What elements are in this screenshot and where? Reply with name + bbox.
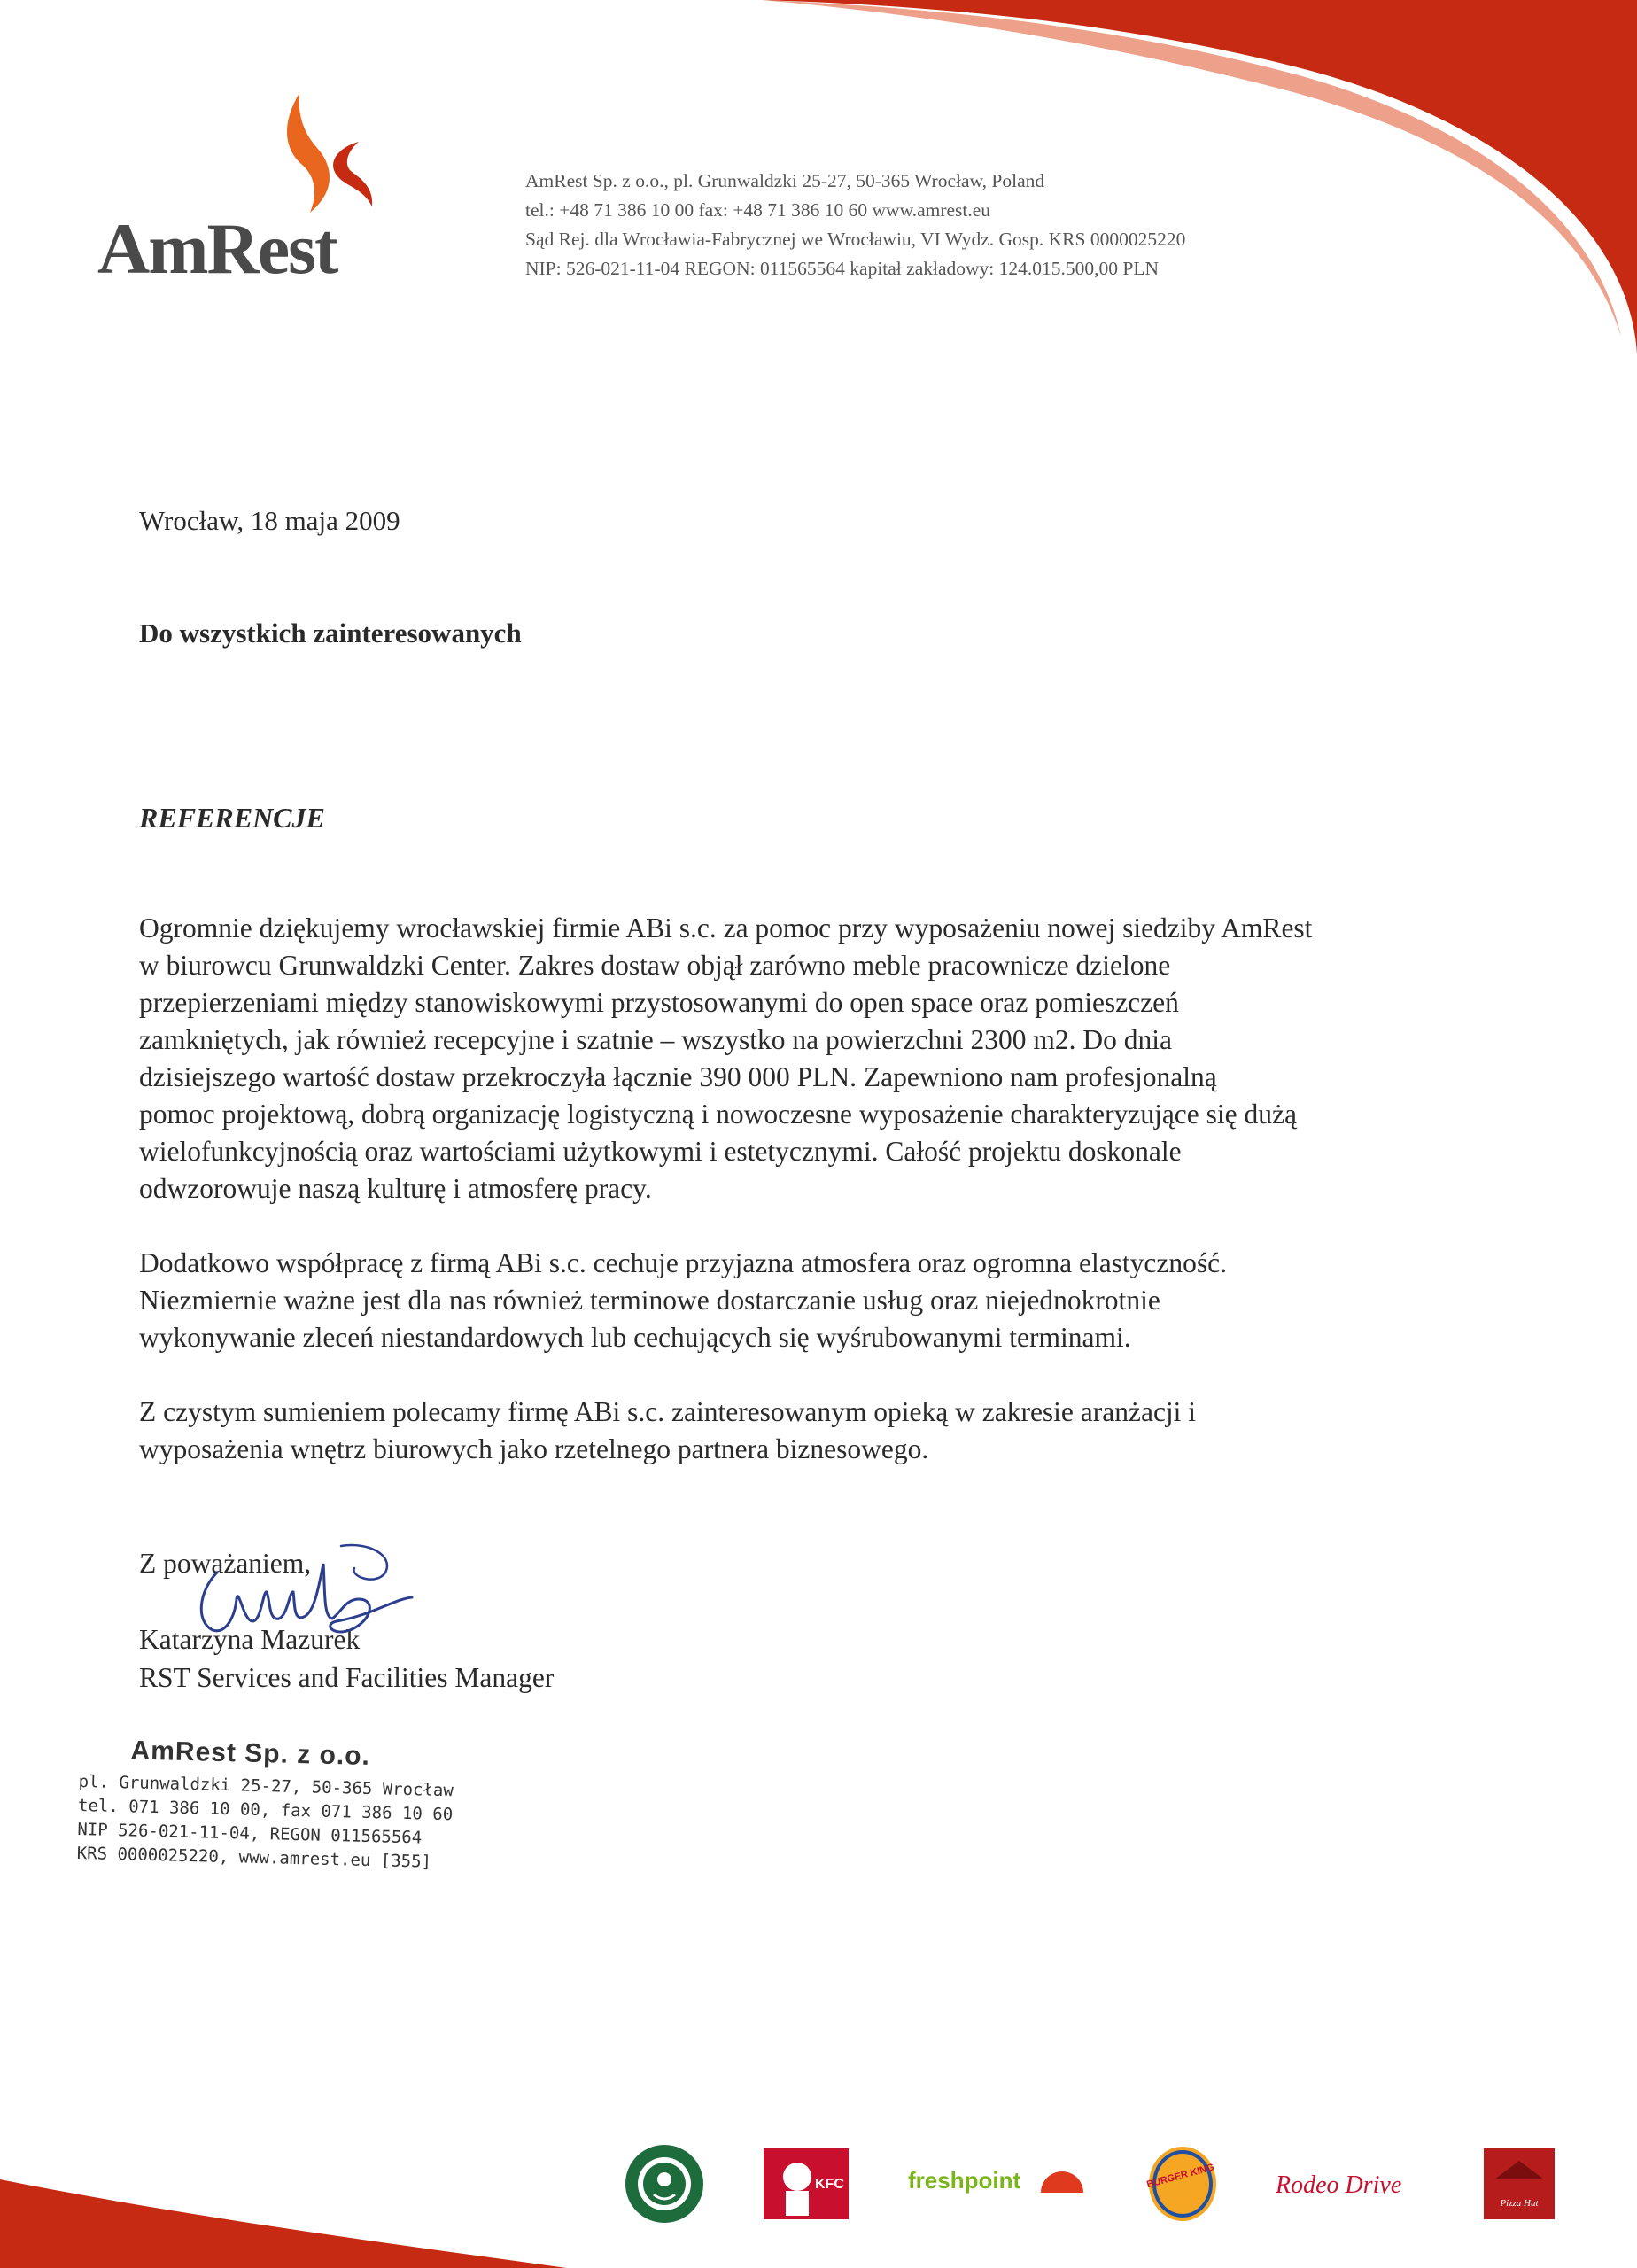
freshpoint-logo	[908, 2140, 1085, 2228]
text-line: zamkniętych, jak również recepcyjne i szatnie – wszystko na powierzchni 2300 m2. Do dnia	[139, 1024, 1172, 1055]
text-line: wielofunkcyjnością oraz wartościami użytkowymi i estetycznymi. Całość projektu doskonale	[139, 1136, 1182, 1167]
kfc-label: KFC	[815, 2177, 844, 2192]
header-info-line: tel.: +48 71 386 10 00 fax: +48 71 386 10 60 www.amrest.eu	[525, 199, 991, 221]
stamp-line: tel. 071 386 10 00, fax 071 386 10 60	[77, 1795, 454, 1825]
text-line: odwzorowuje naszą kulturę i atmosferę pracy.	[139, 1173, 652, 1204]
text-line: Dodatkowo współpracę z firmą ABi s.c. cechuje przyjazna atmosfera oraz ogromna elastyczność.	[139, 1247, 1228, 1278]
amrest-logo	[97, 93, 407, 288]
paragraph-2	[139, 1245, 1503, 1356]
text-line: Niezmiernie ważne jest dla nas również terminowe dostarczanie usług oraz niejednokrotnie	[139, 1285, 1160, 1316]
flame-icon	[275, 93, 381, 217]
text-line: Z czystym sumieniem polecamy firmę ABi s.c. zainteresowanym opieką w zakresie aranżacji i	[139, 1396, 1197, 1427]
text-line: Ogromnie dziękujemy wrocławskiej firmie ABi s.c. za pomoc przy wyposażeniu nowej siedziby AmRest	[139, 913, 1313, 944]
rodeo-drive-label: Rodeo Drive	[1276, 2171, 1402, 2199]
header-info-line: NIP: 526-021-11-04 REGON: 011565564 kapitał zakładowy: 124.015.500,00 PLN	[525, 258, 1160, 279]
kfc-logo	[762, 2140, 850, 2228]
stamp-title: AmRest Sp. z o.o.	[130, 1736, 371, 1772]
stamp-line: NIP 526-021-11-04, REGON 011565564	[77, 1819, 423, 1848]
header-info-line: AmRest Sp. z o.o., pl. Grunwaldzki 25-27, 50-365 Wrocław, Poland	[525, 170, 1045, 191]
stamp-line: KRS 0000025220, www.amrest.eu [355]	[76, 1843, 432, 1872]
text-line: wykonywanie zleceń niestandardowych lub cechujących się wyśrubowanymi terminami.	[139, 1322, 1131, 1353]
closing-salutation: Z poważaniem,	[139, 1548, 312, 1579]
header-info-line: Sąd Rej. dla Wrocławia-Fabrycznej we Wrocławiu, VI Wydz. Gosp. KRS 0000025220	[525, 229, 1186, 250]
pizza-hut-logo	[1475, 2140, 1563, 2228]
burger-king-logo	[1138, 2140, 1227, 2228]
freshpoint-label: freshpoint	[908, 2167, 1021, 2194]
text-line: pomoc projektową, dobrą organizację logistyczną i nowoczesne wyposażenie charakteryzujące się dużą	[139, 1099, 1297, 1130]
paragraph-1	[139, 910, 1503, 1208]
paragraph-3	[139, 1394, 1503, 1468]
stamp-line: pl. Grunwaldzki 25-27, 50-365 Wrocław	[78, 1771, 454, 1801]
logo-wordmark: AmRest	[97, 208, 337, 289]
signer-name: Katarzyna Mazurek	[139, 1624, 361, 1655]
letter-date: Wrocław, 18 maja 2009	[139, 505, 400, 536]
handwritten-signature	[182, 1537, 430, 1670]
text-line: dzisiejszego wartość dostaw przekroczyła łącznie 390 000 PLN. Zapewniono nam profesjonalną	[139, 1061, 1217, 1092]
text-line: wyposażenia wnętrz biurowych jako rzetelnego partnera biznesowego.	[139, 1433, 929, 1464]
letter-addressee: Do wszystkich zainteresowanych	[139, 617, 522, 649]
text-line: w biurowcu Grunwaldzki Center. Zakres dostaw objął zarówno meble pracownicze dzielone	[139, 950, 1171, 981]
signer-title: RST Services and Facilities Manager	[139, 1662, 555, 1693]
starbucks-logo	[620, 2140, 709, 2228]
letter-subject: REFERENCJE	[139, 802, 325, 834]
rodeo-drive-logo	[1276, 2140, 1417, 2228]
text-line: przepierzeniami między stanowiskowymi przystosowanymi do open space oraz pomieszczeń	[139, 987, 1179, 1018]
company-header-info	[525, 167, 1185, 284]
pizza-hut-label: Pizza Hut	[1500, 2198, 1539, 2209]
brand-logos-row	[611, 2140, 1568, 2228]
burger-king-label: BURGER KING	[1145, 2162, 1216, 2191]
company-stamp	[76, 1735, 454, 1875]
